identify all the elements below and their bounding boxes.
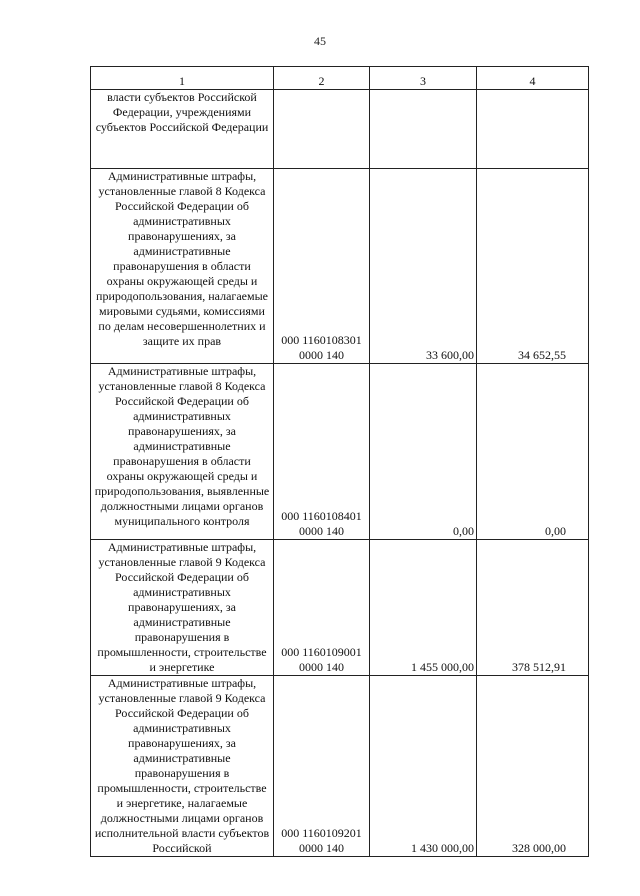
row-plan-amount: 1 430 000,00: [370, 676, 477, 857]
row-code-line1: 000 1160108301: [281, 333, 362, 347]
row-code: [274, 676, 370, 857]
row-description: Административные штрафы, установленные главой 9 Кодекса Российской Федерации об административных правонарушениях, за административные правонарушения в промышленности, строительстве и энергетике: [91, 540, 274, 676]
row-actual-amount: 34 652,55: [477, 169, 589, 364]
row-code: [274, 169, 370, 364]
row-actual-amount: 0,00: [477, 364, 589, 540]
row-code-line1: 000 1160108401: [281, 509, 362, 523]
row-description: Административные штрафы, установленные главой 9 Кодекса Российской Федерации об административных правонарушениях, за административные правонарушения в промышленности, строительстве и энергетике, налагаемые должностными лицами органов исполнительной власти субъектов Российской: [91, 676, 274, 857]
row-code: [274, 90, 370, 169]
row-code-line2: 0000 140: [299, 841, 344, 855]
table-row: [91, 169, 589, 364]
header-row: [91, 67, 589, 90]
row-code-line2: 0000 140: [299, 348, 344, 362]
row-description: власти субъектов Российской Федерации, учреждениями субъектов Российской Федерации: [91, 90, 274, 169]
table-row: [91, 364, 589, 540]
row-plan-amount: 1 455 000,00: [370, 540, 477, 676]
table-row: [91, 90, 589, 169]
row-plan-amount: 33 600,00: [370, 169, 477, 364]
row-actual-amount: [477, 90, 589, 169]
row-actual-amount: 328 000,00: [477, 676, 589, 857]
column-header-1: 1: [91, 67, 274, 90]
row-code-line1: 000 1160109001: [281, 645, 362, 659]
row-code-line2: 0000 140: [299, 660, 344, 674]
column-header-4: 4: [477, 67, 589, 90]
table-body: [91, 67, 589, 857]
page-number: 45: [314, 34, 326, 48]
column-header-2: 2: [274, 67, 370, 90]
row-description: Административные штрафы, установленные главой 8 Кодекса Российской Федерации об административных правонарушениях, за административные правонарушения в области охраны окружающей среды и природопользования, выявленные должностными лицами органов муниципального контроля: [91, 364, 274, 540]
row-actual-amount: 378 512,91: [477, 540, 589, 676]
row-code: [274, 540, 370, 676]
table-row: [91, 540, 589, 676]
row-description: Административные штрафы, установленные главой 8 Кодекса Российской Федерации об административных правонарушениях, за административные правонарушения в области охраны окружающей среды и природопользования, налагаемые мировыми судьями, комиссиями по делам несовершеннолетних и защите их прав: [91, 169, 274, 364]
row-plan-amount: [370, 90, 477, 169]
row-code: [274, 364, 370, 540]
row-plan-amount: 0,00: [370, 364, 477, 540]
table-row: [91, 676, 589, 857]
budget-table: [90, 66, 589, 857]
row-code-line1: 000 1160109201: [281, 826, 362, 840]
column-header-3: 3: [370, 67, 477, 90]
row-code-line2: 0000 140: [299, 524, 344, 538]
